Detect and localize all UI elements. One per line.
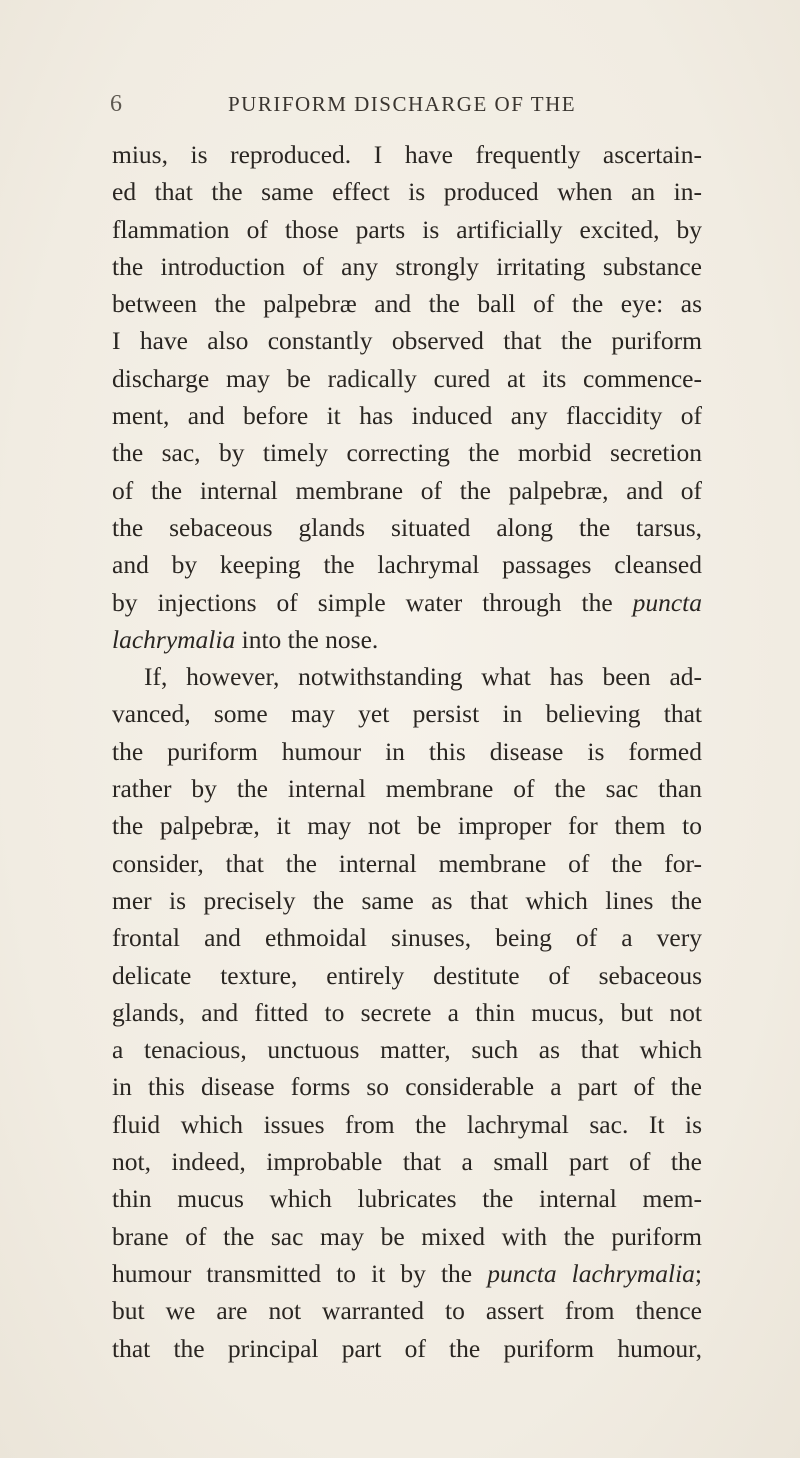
text-line: mer is precisely the same as that which lines the	[112, 885, 702, 915]
text-run: by injections of simple water through the	[112, 587, 633, 617]
text-line: the sac, by timely correcting the morbid secretion	[112, 438, 702, 468]
text-line: flammation of those parts is artificially excited, by	[112, 214, 702, 244]
text-line: vanced, some may yet persist in believing that	[112, 699, 702, 729]
text-line: frontal and ethmoidal sinuses, being of a very	[112, 923, 702, 953]
body-text	[112, 136, 702, 1367]
text-line	[112, 621, 702, 658]
italic-term: puncta	[632, 587, 702, 617]
text-line: a tenacious, unctuous matter, such as that which	[112, 1035, 702, 1065]
text-line: of the internal membrane of the palpebræ, and of	[112, 475, 702, 505]
text-line: discharge may be radically cured at its commence-	[112, 363, 702, 393]
text-line: the palpebræ, it may not be improper for them to	[112, 811, 702, 841]
text-line: and by keeping the lachrymal passages cleansed	[112, 550, 702, 580]
text-line: between the palpebræ and the ball of the eye: as	[112, 289, 702, 319]
text-line: consider, that the internal membrane of the for-	[112, 848, 702, 878]
text-line: mius, is reproduced. I have frequently ascertain-	[112, 140, 702, 169]
page-number: 6	[110, 91, 122, 117]
text-line: If, however, notwithstanding what has been ad-	[144, 662, 702, 692]
text-line: delicate texture, entirely destitute of sebaceous	[112, 960, 702, 990]
text-line: the puriform humour in this disease is formed	[112, 736, 702, 766]
text-line: glands, and fitted to secrete a thin mucus, but not	[112, 997, 702, 1027]
text-line: the sebaceous glands situated along the tarsus,	[112, 512, 702, 542]
text-line: ment, and before it has induced any flaccidity of	[112, 401, 702, 431]
italic-term: lachrymalia	[112, 624, 236, 654]
text-run: ;	[694, 1258, 702, 1288]
running-head: PURIFORM DISCHARGE OF THE	[228, 92, 577, 116]
text-line: fluid which issues from the lachrymal sac. It is	[112, 1109, 702, 1139]
text-line: that the principal part of the puriform humour,	[112, 1333, 702, 1363]
text-line	[112, 584, 702, 621]
italic-term: puncta lachrymalia	[487, 1258, 695, 1288]
text-line: the introduction of any strongly irritating substance	[112, 251, 702, 281]
text-line: brane of the sac may be mixed with the puriform	[112, 1221, 702, 1251]
text-line: I have also constantly observed that the puriform	[112, 326, 702, 356]
text-line: ed that the same effect is produced when an in-	[112, 177, 702, 207]
text-line: in this disease forms so considerable a part of the	[112, 1072, 702, 1102]
text-line: rather by the internal membrane of the sac than	[112, 774, 702, 804]
text-line: not, indeed, improbable that a small part of the	[112, 1147, 702, 1177]
text-line: thin mucus which lubricates the internal mem-	[112, 1184, 702, 1214]
text-run: humour transmitted to it by the	[112, 1258, 488, 1288]
text-run: into the nose.	[235, 624, 379, 654]
text-line	[112, 1255, 702, 1292]
text-line: but we are not warranted to assert from thence	[112, 1296, 702, 1326]
